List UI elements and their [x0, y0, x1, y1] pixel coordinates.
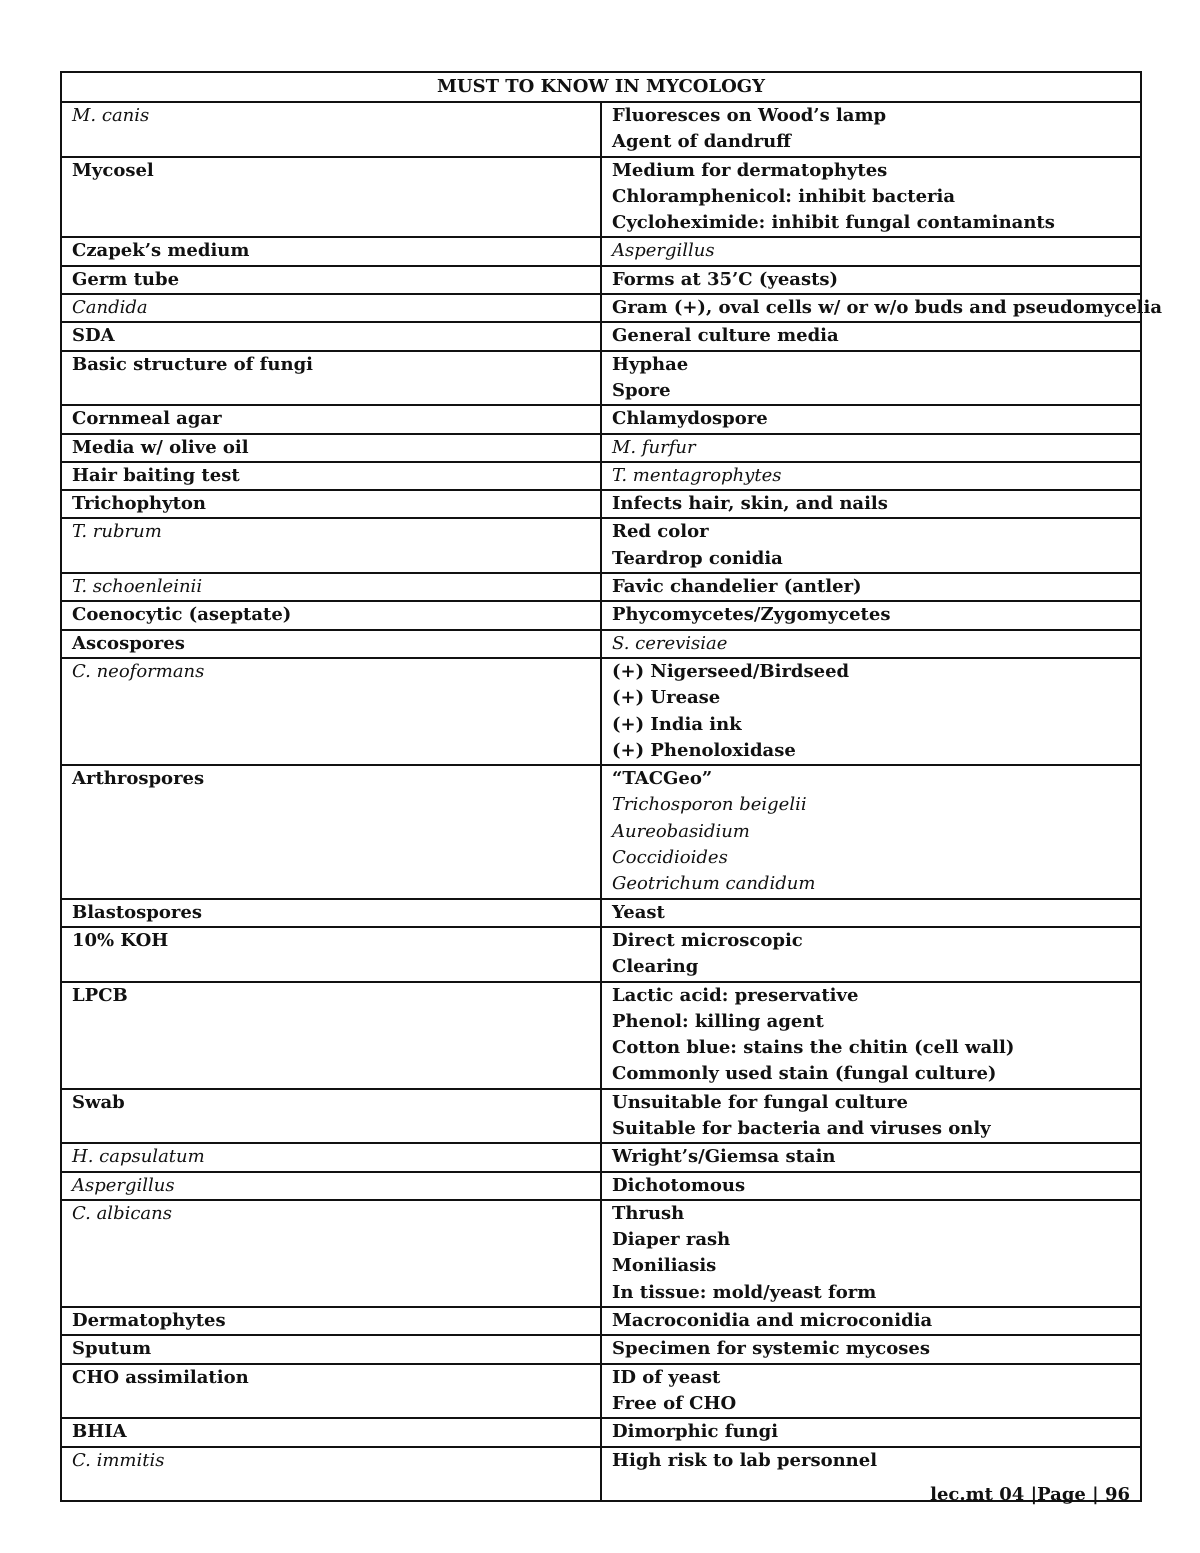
description-cell: [601, 899, 1141, 927]
description-cell: [601, 237, 1141, 265]
description-cell: [601, 157, 1141, 238]
table-row: [61, 1089, 1141, 1144]
description-line: Unsuitable for fungal culture: [612, 1091, 908, 1113]
table-row: [61, 294, 1141, 322]
description-cell: [601, 1172, 1141, 1200]
mycology-table: [60, 71, 1163, 1502]
description-cell: [601, 102, 1141, 157]
description-line: Yeast: [612, 901, 665, 923]
description-cell: [601, 658, 1141, 765]
description-line: In tissue: mold/yeast form: [612, 1281, 877, 1303]
table-row: [61, 899, 1141, 927]
description-line: Aspergillus: [612, 240, 715, 262]
term-cell: Candida: [61, 294, 601, 322]
term-cell: T. rubrum: [61, 518, 601, 573]
term-cell: Hair baiting test: [61, 462, 601, 490]
description-cell: [601, 601, 1141, 629]
description-line: S. cerevisiae: [612, 632, 728, 654]
table-row: [61, 405, 1141, 433]
term-cell: Trichophyton: [61, 490, 601, 518]
table-row: [61, 322, 1141, 350]
term-cell: Germ tube: [61, 266, 601, 294]
description-cell: [601, 982, 1141, 1089]
description-line: Coccidioides: [612, 847, 728, 869]
description-line: Moniliasis: [612, 1255, 717, 1277]
description-cell: [601, 765, 1141, 898]
description-cell: [601, 1089, 1141, 1144]
description-line: Fluoresces on Wood’s lamp: [612, 105, 887, 126]
table-row: [61, 1307, 1141, 1335]
description-line: Clearing: [612, 956, 699, 978]
term-cell: CHO assimilation: [61, 1364, 601, 1419]
description-line: Lactic acid: preservative: [612, 984, 859, 1006]
description-line: Phycomycetes/Zygomycetes: [612, 604, 891, 626]
table-row: [61, 658, 1141, 765]
table-row: [61, 1172, 1141, 1200]
description-line: Chlamydospore: [612, 408, 768, 430]
term-cell: Media w/ olive oil: [61, 434, 601, 462]
description-cell: [601, 573, 1141, 601]
description-cell: [601, 1200, 1141, 1307]
description-line: (+) Urease: [612, 687, 721, 709]
table-row: [61, 927, 1141, 982]
table-row: [61, 518, 1141, 573]
term-cell: 10% KOH: [61, 927, 601, 982]
table-row: [61, 1335, 1141, 1363]
description-line: M. furfur: [612, 436, 696, 458]
term-cell: C. immitis: [61, 1447, 601, 1502]
description-line: Geotrichum candidum: [612, 873, 816, 895]
term-cell: BHIA: [61, 1418, 601, 1446]
term-cell: H. capsulatum: [61, 1143, 601, 1171]
description-line: Free of CHO: [612, 1392, 737, 1414]
description-line: Aureobasidium: [612, 820, 750, 842]
description-line: Trichosporon beigelii: [612, 794, 807, 816]
description-line: High risk to lab personnel: [612, 1449, 878, 1471]
description-line: Dimorphic fungi: [612, 1421, 779, 1443]
description-cell: [601, 1143, 1141, 1171]
description-line: Direct microscopic: [612, 929, 803, 951]
term-cell: Basic structure of fungi: [61, 351, 601, 406]
term-cell: Sputum: [61, 1335, 601, 1363]
table-row: [61, 1418, 1141, 1446]
description-cell: [601, 927, 1141, 982]
term-cell: Dermatophytes: [61, 1307, 601, 1335]
table-row: [61, 1200, 1141, 1307]
term-cell: C. neoformans: [61, 658, 601, 765]
description-cell: [601, 351, 1141, 406]
term-cell: Blastospores: [61, 899, 601, 927]
term-cell: M. canis: [61, 102, 601, 157]
description-line: Commonly used stain (fungal culture): [612, 1063, 997, 1085]
term-cell: T. schoenleinii: [61, 573, 601, 601]
table-row: [61, 102, 1141, 157]
description-line: Chloramphenicol: inhibit bacteria: [612, 185, 956, 207]
description-line: Hyphae: [612, 353, 689, 375]
description-line: (+) Nigerseed/Birdseed: [612, 660, 850, 682]
description-cell: [601, 490, 1141, 518]
description-line: Infects hair, skin, and nails: [612, 493, 888, 515]
table-row: [61, 490, 1141, 518]
description-line: Red color: [612, 521, 709, 543]
table-row: [61, 573, 1141, 601]
table-body: [61, 102, 1163, 1501]
description-line: Favic chandelier (antler): [612, 576, 862, 598]
description-cell: [601, 405, 1141, 433]
description-line: T. mentagrophytes: [612, 464, 782, 486]
description-line: Wright’s/Giemsa stain: [612, 1146, 836, 1168]
description-cell: [601, 462, 1141, 490]
description-line: Cycloheximide: inhibit fungal contaminants: [612, 212, 1055, 234]
description-cell: [601, 1418, 1141, 1446]
description-line: General culture media: [612, 325, 839, 347]
description-line: Agent of dandruff: [612, 131, 791, 153]
description-line: Teardrop conidia: [612, 547, 783, 569]
table-row: [61, 982, 1141, 1089]
description-line: Spore: [612, 379, 671, 401]
description-line: Medium for dermatophytes: [612, 159, 888, 181]
description-line: (+) Phenoloxidase: [612, 739, 796, 761]
table-row: [61, 462, 1141, 490]
description-cell: [601, 1364, 1141, 1419]
table-header-row: [61, 72, 1141, 102]
description-line: ID of yeast: [612, 1366, 721, 1388]
term-cell: Ascospores: [61, 630, 601, 658]
table-row: [61, 157, 1141, 238]
description-cell: [601, 1307, 1141, 1335]
description-line: Diaper rash: [612, 1229, 731, 1251]
description-line: Thrush: [612, 1202, 685, 1224]
description-line: Phenol: killing agent: [612, 1010, 824, 1032]
description-cell: [601, 1335, 1141, 1363]
description-cell: [601, 518, 1141, 573]
description-line: Dichotomous: [612, 1174, 746, 1196]
description-line: “TACGeo”: [612, 768, 713, 790]
table-title: MUST TO KNOW IN MYCOLOGY: [61, 72, 1141, 102]
term-cell: Czapek’s medium: [61, 237, 601, 265]
description-cell: [601, 434, 1141, 462]
table-row: [61, 1364, 1141, 1419]
table-row: [61, 765, 1141, 898]
description-line: Macroconidia and microconidia: [612, 1310, 933, 1332]
term-cell: Arthrospores: [61, 765, 601, 898]
description-line: Forms at 35’C (yeasts): [612, 268, 839, 290]
table-row: [61, 266, 1141, 294]
description-cell: [601, 266, 1141, 294]
term-cell: Coenocytic (aseptate): [61, 601, 601, 629]
table-row: [61, 1143, 1141, 1171]
term-cell: Mycosel: [61, 157, 601, 238]
term-cell: Cornmeal agar: [61, 405, 601, 433]
description-line: Gram (+), oval cells w/ or w/o buds and pseudomycelia: [612, 297, 1163, 319]
table-row: [61, 237, 1141, 265]
description-line: Specimen for systemic mycoses: [612, 1338, 930, 1360]
table-row: [61, 351, 1141, 406]
description-cell: [601, 294, 1163, 322]
table-row: [61, 630, 1141, 658]
term-cell: C. albicans: [61, 1200, 601, 1307]
description-line: Cotton blue: stains the chitin (cell wall): [612, 1037, 1015, 1059]
term-cell: Swab: [61, 1089, 601, 1144]
description-line: Suitable for bacteria and viruses only: [612, 1117, 991, 1139]
term-cell: LPCB: [61, 982, 601, 1089]
description-line: (+) India ink: [612, 713, 742, 735]
term-cell: SDA: [61, 322, 601, 350]
description-cell: [601, 630, 1141, 658]
term-cell: Aspergillus: [61, 1172, 601, 1200]
table-row: [61, 434, 1141, 462]
table-row: [61, 601, 1141, 629]
description-cell: [601, 322, 1141, 350]
page-footer: lec.mt 04 |Page | 96: [930, 1484, 1130, 1505]
